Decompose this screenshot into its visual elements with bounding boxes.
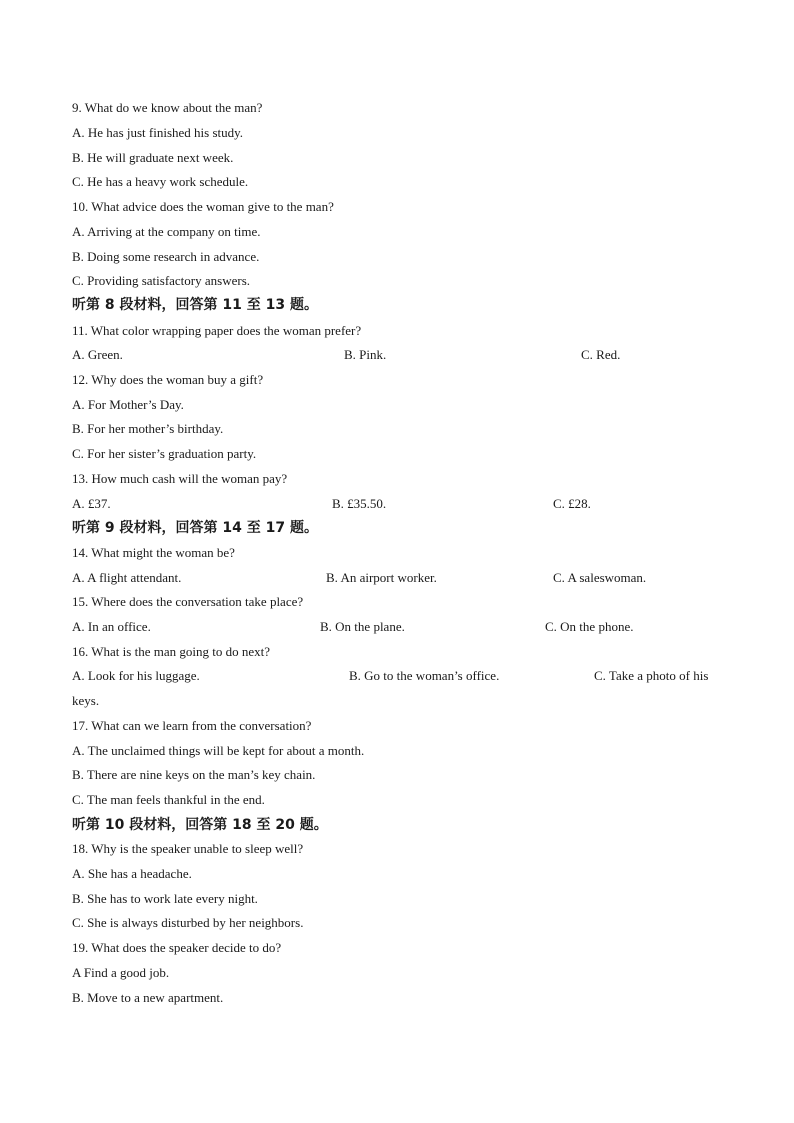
option-11a: A. Green. — [72, 347, 123, 362]
option-10c: C. Providing satisfactory answers. — [72, 273, 251, 288]
question-14: 14. What might the woman be? — [72, 545, 235, 560]
option-18a: A. She has a headache. — [72, 866, 192, 881]
option-9c: C. He has a heavy work schedule. — [72, 174, 249, 189]
option-16c-continuation: keys. — [72, 693, 100, 708]
option-17b: B. There are nine keys on the man’s key chain. — [72, 767, 316, 782]
option-14a: A. A flight attendant. — [72, 570, 182, 585]
option-15b: B. On the plane. — [320, 619, 405, 634]
question-19: 19. What does the speaker decide to do? — [72, 940, 282, 955]
option-11c: C. Red. — [581, 347, 621, 362]
option-9a: A. He has just finished his study. — [72, 125, 244, 140]
option-18c: C. She is always disturbed by her neighbors. — [72, 915, 304, 930]
option-15c: C. On the phone. — [545, 619, 634, 634]
question-12: 12. Why does the woman buy a gift? — [72, 372, 264, 387]
section-heading-8: 听第 8 段材料，回答第 11 至 13 题。 — [72, 297, 318, 313]
question-17: 17. What can we learn from the conversation? — [72, 718, 312, 733]
option-11b: B. Pink. — [344, 347, 387, 362]
question-16: 16. What is the man going to do next? — [72, 644, 270, 659]
option-16b: B. Go to the woman’s office. — [349, 668, 500, 683]
option-19b: B. Move to a new apartment. — [72, 990, 224, 1005]
option-19a: A Find a good job. — [72, 965, 170, 980]
question-11: 11. What color wrapping paper does the woman prefer? — [72, 323, 362, 338]
question-18: 18. Why is the speaker unable to sleep well? — [72, 841, 304, 856]
question-13: 13. How much cash will the woman pay? — [72, 471, 288, 486]
option-10a: A. Arriving at the company on time. — [72, 224, 261, 239]
option-17a: A. The unclaimed things will be kept for about a month. — [72, 743, 365, 758]
option-12c: C. For her sister’s graduation party. — [72, 446, 257, 461]
option-18b: B. She has to work late every night. — [72, 891, 258, 906]
option-10b: B. Doing some research in advance. — [72, 249, 260, 264]
option-13c: C. £28. — [553, 496, 591, 511]
question-9: 9. What do we know about the man? — [72, 100, 263, 115]
option-14b: B. An airport worker. — [326, 570, 437, 585]
option-17c: C. The man feels thankful in the end. — [72, 792, 265, 807]
question-15: 15. Where does the conversation take place? — [72, 594, 304, 609]
question-10: 10. What advice does the woman give to the man? — [72, 199, 334, 214]
option-15a: A. In an office. — [72, 619, 151, 634]
section-heading-9: 听第 9 段材料，回答第 14 至 17 题。 — [72, 520, 318, 536]
section-heading-10: 听第 10 段材料，回答第 18 至 20 题。 — [72, 817, 328, 833]
option-16c: C. Take a photo of his — [594, 668, 709, 683]
option-13a: A. £37. — [72, 496, 111, 511]
option-9b: B. He will graduate next week. — [72, 150, 234, 165]
option-13b: B. £35.50. — [332, 496, 387, 511]
option-12a: A. For Mother’s Day. — [72, 397, 184, 412]
option-14c: C. A saleswoman. — [553, 570, 647, 585]
option-12b: B. For her mother’s birthday. — [72, 421, 224, 436]
option-16a: A. Look for his luggage. — [72, 668, 200, 683]
